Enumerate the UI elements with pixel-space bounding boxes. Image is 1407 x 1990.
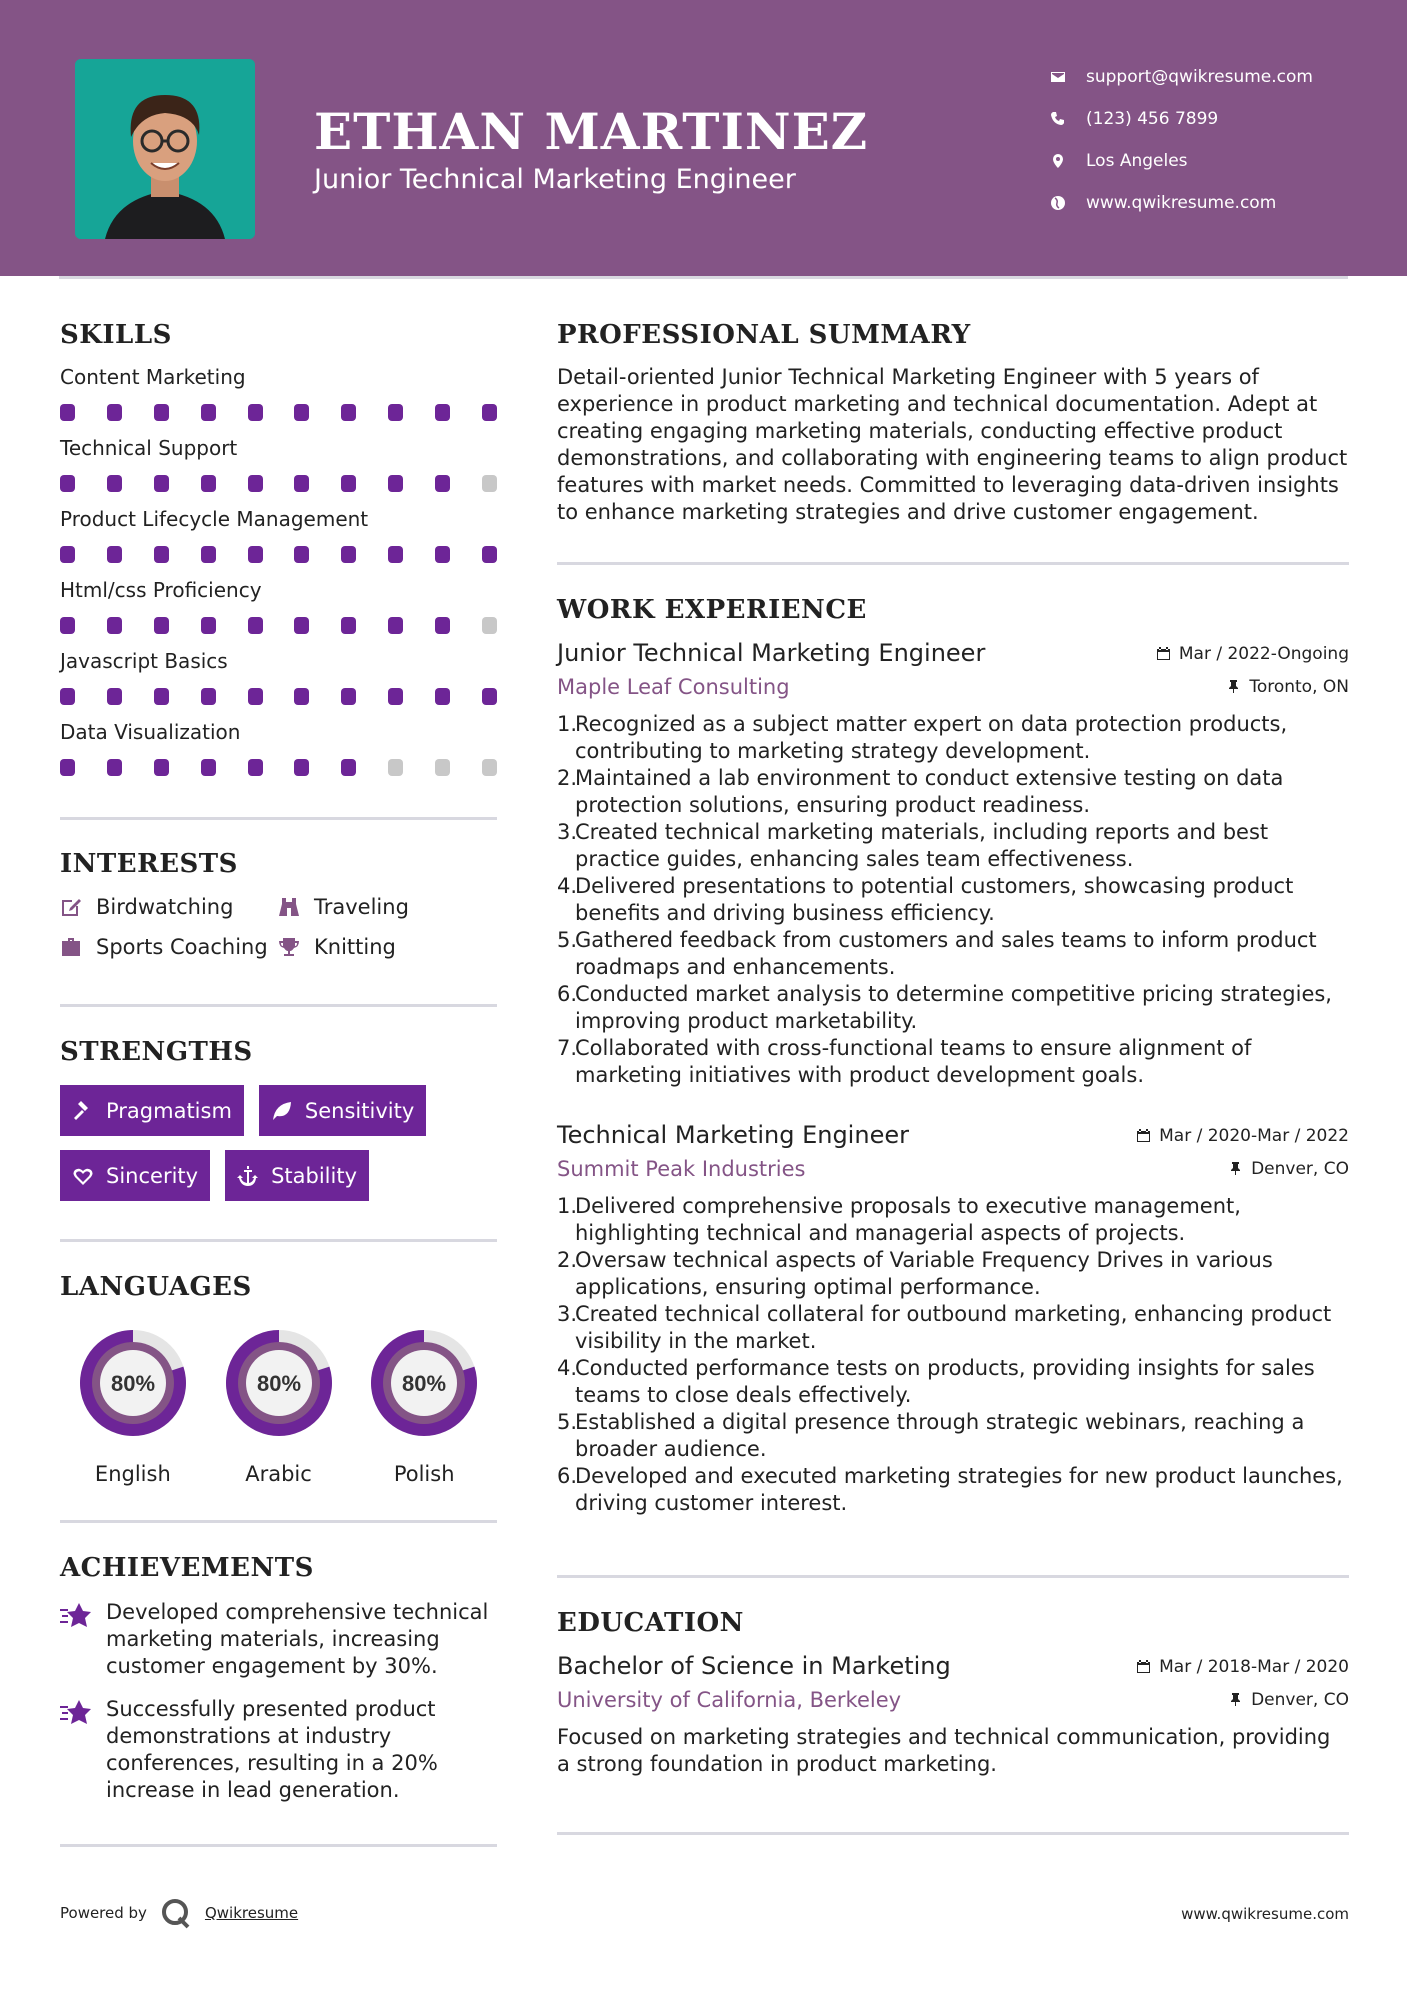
skill-dot-filled bbox=[341, 759, 356, 776]
job-subheader bbox=[557, 1157, 1349, 1181]
skill-dot-filled bbox=[107, 475, 122, 492]
brand-link[interactable]: Qwikresume bbox=[204, 1904, 299, 1922]
job-dates bbox=[1136, 1126, 1349, 1146]
bullet-number: 2. bbox=[557, 1248, 578, 1272]
skill-dot-filled bbox=[154, 759, 169, 776]
achievement-item bbox=[60, 1696, 497, 1804]
heart-icon bbox=[72, 1165, 94, 1187]
languages-heading: LANGUAGES bbox=[60, 1272, 252, 1302]
section-divider bbox=[60, 1239, 497, 1242]
star-icon bbox=[60, 1698, 92, 1726]
skill-dot-filled bbox=[294, 404, 309, 421]
education-description: Focused on marketing strategies and technical communication, providing a strong foundation in product marketing. bbox=[557, 1725, 1331, 1776]
bullet-number: 4. bbox=[557, 1356, 578, 1380]
skill-rating bbox=[60, 688, 497, 705]
bullet-number: 3. bbox=[557, 820, 578, 844]
strengths-section bbox=[60, 1037, 497, 1201]
bullet-number: 4. bbox=[557, 874, 578, 898]
interest-item bbox=[60, 935, 278, 959]
footer-url[interactable]: www.qwikresume.com bbox=[1181, 1905, 1349, 1923]
language-name: Polish bbox=[393, 1462, 455, 1486]
interests-section bbox=[60, 849, 497, 959]
skill-dot-filled bbox=[388, 404, 403, 421]
skill-rating bbox=[60, 546, 497, 563]
map-pin-icon bbox=[1050, 153, 1086, 169]
job-bullet bbox=[557, 711, 1349, 765]
skill-dot-filled bbox=[60, 759, 75, 776]
skill-dot-filled bbox=[341, 688, 356, 705]
education-section bbox=[557, 1608, 1349, 1778]
job-dates bbox=[1156, 644, 1349, 664]
pushpin-icon bbox=[1228, 1161, 1243, 1176]
bullet-text: Collaborated with cross-functional teams to ensure alignment of marketing initiatives with product development goals. bbox=[575, 1036, 1252, 1087]
skill-item bbox=[60, 365, 497, 421]
job-title: Junior Technical Marketing Engineer bbox=[557, 639, 986, 667]
company-name: Maple Leaf Consulting bbox=[557, 675, 790, 699]
bullet-text: Maintained a lab environment to conduct extensive testing on data protection solutions, ensuring product readiness. bbox=[575, 766, 1284, 817]
briefcase-icon bbox=[60, 936, 82, 958]
contact-location bbox=[1050, 140, 1390, 182]
skill-dot-filled bbox=[107, 546, 122, 563]
skill-dot-filled bbox=[201, 759, 216, 776]
education-dates-text: Mar / 2018-Mar / 2020 bbox=[1159, 1656, 1349, 1677]
achievement-text: Successfully presented product demonstrations at industry conferences, resulting in a 20% increase in lead generation. bbox=[106, 1697, 438, 1802]
language-gauge bbox=[363, 1322, 485, 1444]
section-divider bbox=[60, 1004, 497, 1007]
languages-section bbox=[60, 1272, 497, 1486]
skill-dot-filled bbox=[388, 546, 403, 563]
interest-label: Knitting bbox=[314, 935, 396, 959]
skills-heading: SKILLS bbox=[60, 320, 172, 350]
skill-dot-filled bbox=[435, 475, 450, 492]
contact-email[interactable] bbox=[1050, 56, 1390, 98]
bullet-text: Created technical marketing materials, including reports and best practice guides, enhancing sales team effectiveness. bbox=[575, 820, 1269, 871]
bullet-number: 6. bbox=[557, 982, 578, 1006]
skill-dot-filled bbox=[60, 475, 75, 492]
skill-item bbox=[60, 649, 497, 705]
section-divider bbox=[557, 1832, 1349, 1835]
header-divider bbox=[59, 276, 1348, 279]
interest-label: Birdwatching bbox=[96, 895, 234, 919]
bullet-number: 1. bbox=[557, 712, 578, 736]
contact-location-text: Los Angeles bbox=[1086, 151, 1188, 171]
gavel-icon bbox=[72, 1100, 94, 1122]
bullet-number: 3. bbox=[557, 1302, 578, 1326]
strength-label: Sincerity bbox=[106, 1163, 199, 1188]
calendar-icon bbox=[1136, 1128, 1151, 1143]
skill-dot-filled bbox=[154, 617, 169, 634]
language-percent: 80% bbox=[110, 1371, 155, 1396]
pushpin-icon bbox=[1228, 1692, 1243, 1707]
skill-dot-filled bbox=[201, 688, 216, 705]
skill-name: Product Lifecycle Management bbox=[60, 507, 369, 531]
skill-name: Technical Support bbox=[60, 436, 238, 460]
skill-dot-filled bbox=[294, 759, 309, 776]
job-bullet bbox=[557, 1463, 1349, 1517]
skill-dot-filled bbox=[201, 475, 216, 492]
section-divider bbox=[60, 1844, 497, 1847]
languages-list bbox=[60, 1322, 497, 1486]
job-bullet bbox=[557, 1193, 1349, 1247]
skill-name: Content Marketing bbox=[60, 365, 246, 389]
profile-photo bbox=[75, 59, 255, 239]
skill-name: Data Visualization bbox=[60, 720, 241, 744]
job-bullets bbox=[557, 1193, 1349, 1517]
job-bullet bbox=[557, 1247, 1349, 1301]
interest-item bbox=[278, 895, 488, 919]
skill-dot-empty bbox=[482, 759, 497, 776]
skill-dot-filled bbox=[482, 546, 497, 563]
skill-dot-filled bbox=[435, 404, 450, 421]
contact-email-text: support@qwikresume.com bbox=[1086, 67, 1313, 87]
language-percent: 80% bbox=[256, 1371, 301, 1396]
skill-dot-filled bbox=[107, 617, 122, 634]
achievements-heading: ACHIEVEMENTS bbox=[60, 1553, 314, 1583]
job-location bbox=[1226, 677, 1349, 697]
skill-dot-filled bbox=[201, 617, 216, 634]
candidate-title: Junior Technical Marketing Engineer bbox=[314, 164, 796, 195]
skill-dot-filled bbox=[435, 688, 450, 705]
bullet-number: 5. bbox=[557, 928, 578, 952]
education-location bbox=[1228, 1690, 1349, 1710]
skill-dot-filled bbox=[294, 688, 309, 705]
achievement-item bbox=[60, 1599, 497, 1680]
job-bullet bbox=[557, 765, 1349, 819]
job-header bbox=[557, 639, 1349, 667]
trophy-icon bbox=[278, 936, 300, 958]
contact-website-text: www.qwikresume.com bbox=[1086, 193, 1277, 213]
skill-dot-filled bbox=[435, 546, 450, 563]
strengths-list bbox=[60, 1085, 497, 1201]
section-divider bbox=[60, 817, 497, 820]
language-gauge bbox=[218, 1322, 340, 1444]
skill-item bbox=[60, 507, 497, 563]
qwikresume-logo-icon bbox=[159, 1896, 193, 1930]
skill-dot-filled bbox=[482, 404, 497, 421]
language-percent: 80% bbox=[402, 1371, 447, 1396]
bullet-text: Recognized as a subject matter expert on data protection products, contributing to marketing strategy development. bbox=[575, 712, 1288, 763]
left-column bbox=[60, 320, 497, 1847]
contact-phone[interactable] bbox=[1050, 98, 1390, 140]
bullet-text: Gathered feedback from customers and sales teams to inform product roadmaps and enhancements. bbox=[575, 928, 1317, 979]
experience-section bbox=[557, 595, 1349, 1517]
skill-rating bbox=[60, 475, 497, 492]
interest-item bbox=[278, 935, 488, 959]
edit-icon bbox=[60, 896, 82, 918]
summary-text: Detail-oriented Junior Technical Marketing Engineer with 5 years of experience in product marketing and technical documentation. Adept at creating engaging marketing materials, conducting effective product demonstrations, and collaborating with engineering teams to align product features with market needs. Committed to leveraging data-driven insights to enhance marketing strategies and drive customer engagement. bbox=[557, 365, 1348, 524]
skill-dot-filled bbox=[248, 475, 263, 492]
phone-icon bbox=[1050, 111, 1086, 127]
job-bullet bbox=[557, 819, 1349, 873]
skill-dot-filled bbox=[341, 546, 356, 563]
school-name: University of California, Berkeley bbox=[557, 1688, 902, 1712]
envelope-icon bbox=[1050, 69, 1086, 85]
skill-dot-filled bbox=[341, 475, 356, 492]
skill-dot-filled bbox=[248, 688, 263, 705]
summary-section bbox=[557, 320, 1349, 526]
skill-dot-filled bbox=[154, 688, 169, 705]
skill-dot-filled bbox=[248, 617, 263, 634]
skill-rating bbox=[60, 404, 497, 421]
leaf-icon bbox=[271, 1100, 293, 1122]
footer-powered-by bbox=[60, 1896, 298, 1930]
education-dates bbox=[1136, 1657, 1349, 1677]
strength-chip bbox=[259, 1085, 426, 1136]
job-subheader bbox=[557, 675, 1349, 699]
skill-dot-filled bbox=[341, 617, 356, 634]
language-item bbox=[351, 1322, 497, 1486]
skill-item bbox=[60, 436, 497, 492]
bullet-text: Delivered presentations to potential customers, showcasing product benefits and driving business efficiency. bbox=[575, 874, 1294, 925]
skill-dot-filled bbox=[294, 546, 309, 563]
bullet-text: Established a digital presence through strategic webinars, reaching a broader audience. bbox=[575, 1410, 1305, 1461]
strength-label: Pragmatism bbox=[106, 1098, 232, 1123]
right-column bbox=[557, 320, 1349, 1835]
job-bullet bbox=[557, 1409, 1349, 1463]
bullet-number: 7. bbox=[557, 1036, 578, 1060]
bullet-number: 1. bbox=[557, 1194, 578, 1218]
bullet-text: Delivered comprehensive proposals to executive management, highlighting technical and managerial aspects of projects. bbox=[575, 1194, 1241, 1245]
language-name: Arabic bbox=[245, 1462, 312, 1486]
experience-heading: WORK EXPERIENCE bbox=[557, 595, 867, 625]
skill-dot-filled bbox=[294, 475, 309, 492]
skill-dot-empty bbox=[482, 617, 497, 634]
skill-dot-filled bbox=[388, 617, 403, 634]
job-entry bbox=[557, 639, 1349, 1089]
job-bullet bbox=[557, 927, 1349, 981]
skill-dot-filled bbox=[60, 688, 75, 705]
education-heading: EDUCATION bbox=[557, 1608, 744, 1638]
skill-dot-filled bbox=[107, 688, 122, 705]
calendar-icon bbox=[1156, 646, 1171, 661]
bullet-text: Created technical collateral for outbound marketing, enhancing product visibility in the market. bbox=[575, 1302, 1332, 1353]
strength-chip bbox=[225, 1150, 369, 1201]
job-bullet bbox=[557, 981, 1349, 1035]
skill-name: Html/css Proficiency bbox=[60, 578, 262, 602]
strengths-heading: STRENGTHS bbox=[60, 1037, 253, 1067]
section-divider bbox=[60, 1520, 497, 1523]
interests-heading: INTERESTS bbox=[60, 849, 238, 879]
skill-dot-filled bbox=[388, 475, 403, 492]
skill-dot-filled bbox=[388, 688, 403, 705]
job-entry bbox=[557, 1121, 1349, 1517]
contact-list bbox=[1050, 56, 1390, 224]
skill-dot-filled bbox=[201, 546, 216, 563]
candidate-name: ETHAN MARTINEZ bbox=[314, 102, 869, 161]
achievement-text: Developed comprehensive technical marketing materials, increasing customer engagement by 30%. bbox=[106, 1600, 489, 1678]
language-item bbox=[206, 1322, 352, 1486]
skills-section bbox=[60, 320, 497, 776]
anchor-icon bbox=[237, 1165, 259, 1187]
job-bullet bbox=[557, 1355, 1349, 1409]
skill-dot-empty bbox=[482, 475, 497, 492]
skill-dot-filled bbox=[60, 546, 75, 563]
education-header bbox=[557, 1652, 1349, 1680]
job-dates-text: Mar / 2022-Ongoing bbox=[1178, 643, 1349, 664]
language-gauge bbox=[72, 1322, 194, 1444]
bullet-text: Oversaw technical aspects of Variable Frequency Drives in various applications, ensuring optimal performance. bbox=[575, 1248, 1273, 1299]
degree-title: Bachelor of Science in Marketing bbox=[557, 1652, 951, 1680]
skill-dot-empty bbox=[388, 759, 403, 776]
skill-rating bbox=[60, 617, 497, 634]
skill-dot-filled bbox=[154, 404, 169, 421]
skill-dot-filled bbox=[107, 759, 122, 776]
globe-icon bbox=[1050, 195, 1086, 211]
bullet-number: 6. bbox=[557, 1464, 578, 1488]
skill-dot-filled bbox=[107, 404, 122, 421]
bullet-number: 2. bbox=[557, 766, 578, 790]
calendar-icon bbox=[1136, 1659, 1151, 1674]
skill-dot-filled bbox=[294, 617, 309, 634]
education-subheader bbox=[557, 1688, 1349, 1712]
strength-label: Sensitivity bbox=[304, 1098, 415, 1123]
achievements-section bbox=[60, 1553, 497, 1804]
section-divider bbox=[557, 562, 1349, 565]
interest-label: Sports Coaching bbox=[96, 935, 268, 959]
job-header bbox=[557, 1121, 1349, 1149]
skill-dot-filled bbox=[154, 546, 169, 563]
contact-website[interactable] bbox=[1050, 182, 1390, 224]
skill-dot-filled bbox=[60, 404, 75, 421]
summary-heading: PROFESSIONAL SUMMARY bbox=[557, 320, 971, 350]
strength-chip bbox=[60, 1150, 210, 1201]
skill-dot-filled bbox=[154, 475, 169, 492]
skill-dot-filled bbox=[60, 617, 75, 634]
skill-dot-filled bbox=[248, 404, 263, 421]
company-name: Summit Peak Industries bbox=[557, 1157, 806, 1181]
skill-dot-empty bbox=[435, 759, 450, 776]
language-name: English bbox=[94, 1462, 171, 1486]
star-icon bbox=[60, 1601, 92, 1629]
job-location-text: Denver, CO bbox=[1251, 1158, 1349, 1179]
skill-item bbox=[60, 720, 497, 776]
section-divider bbox=[557, 1575, 1349, 1578]
job-location bbox=[1228, 1159, 1349, 1179]
language-item bbox=[60, 1322, 206, 1486]
strength-chip bbox=[60, 1085, 244, 1136]
skill-rating bbox=[60, 759, 497, 776]
job-bullets bbox=[557, 711, 1349, 1089]
interest-item bbox=[60, 895, 278, 919]
job-dates-text: Mar / 2020-Mar / 2022 bbox=[1159, 1125, 1349, 1146]
education-location-text: Denver, CO bbox=[1251, 1689, 1349, 1710]
bullet-text: Conducted performance tests on products, providing insights for sales teams to close deals effectively. bbox=[575, 1356, 1315, 1407]
strength-label: Stability bbox=[271, 1163, 358, 1188]
resume-header bbox=[0, 0, 1407, 276]
job-bullet bbox=[557, 1035, 1349, 1089]
skill-dot-filled bbox=[341, 404, 356, 421]
powered-by-label: Powered by bbox=[60, 1904, 147, 1922]
skill-dot-filled bbox=[248, 546, 263, 563]
job-title: Technical Marketing Engineer bbox=[557, 1121, 909, 1149]
skill-dot-filled bbox=[248, 759, 263, 776]
job-bullet bbox=[557, 1301, 1349, 1355]
interests-list bbox=[60, 895, 497, 959]
job-location-text: Toronto, ON bbox=[1249, 676, 1349, 697]
pushpin-icon bbox=[1226, 679, 1241, 694]
skill-dot-filled bbox=[435, 617, 450, 634]
skill-item bbox=[60, 578, 497, 634]
bullet-text: Developed and executed marketing strategies for new product launches, driving customer interest. bbox=[575, 1464, 1343, 1515]
contact-phone-text: (123) 456 7899 bbox=[1086, 109, 1219, 129]
bullet-number: 5. bbox=[557, 1410, 578, 1434]
binoculars-icon bbox=[278, 896, 300, 918]
skill-name: Javascript Basics bbox=[60, 649, 228, 673]
skill-dot-filled bbox=[201, 404, 216, 421]
job-bullet bbox=[557, 873, 1349, 927]
skills-list bbox=[60, 365, 497, 776]
skill-dot-filled bbox=[482, 688, 497, 705]
bullet-text: Conducted market analysis to determine competitive pricing strategies, improving product marketability. bbox=[575, 982, 1332, 1033]
interest-label: Traveling bbox=[314, 895, 409, 919]
